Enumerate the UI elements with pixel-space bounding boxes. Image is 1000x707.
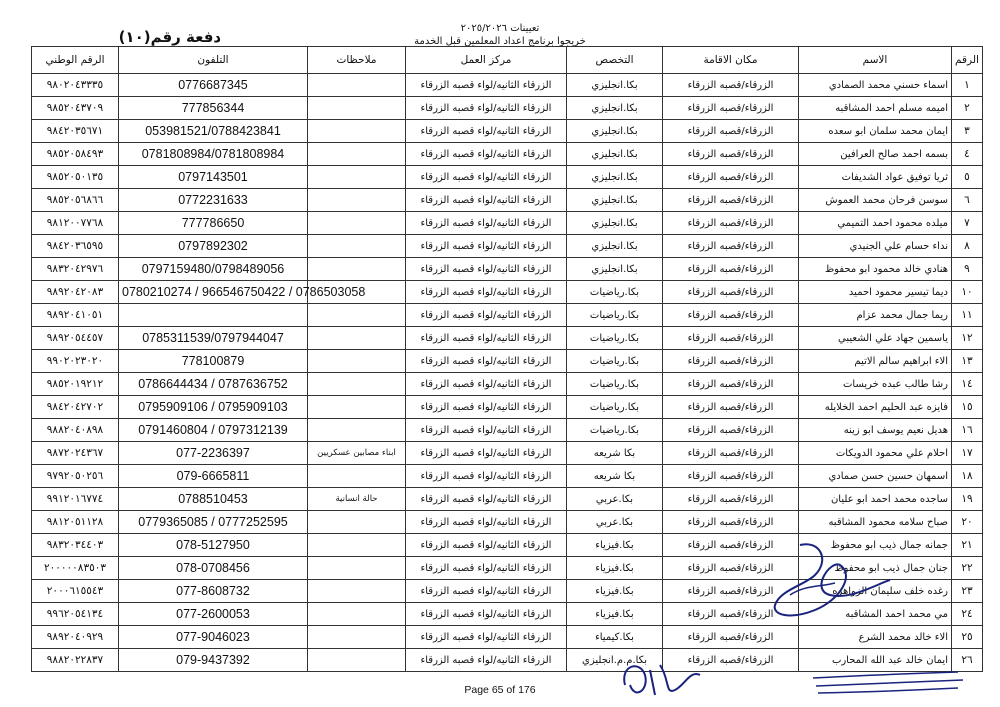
col-header-specialization: التخصص: [567, 47, 663, 74]
table-row: [32, 534, 983, 557]
row-number: ١٩: [952, 488, 983, 511]
row-national-id: ٩٨١٢٠٥١١٢٨: [32, 511, 119, 534]
table-header-row: [32, 47, 983, 74]
row-national-id: ٩٨٥٢٠٥٠١٣٥: [32, 166, 119, 189]
row-notes: [308, 373, 406, 396]
row-specialization: بكا.فيزياء: [567, 534, 663, 557]
row-phone: 0786644434 / 0787636752: [119, 373, 308, 396]
row-phone: 0797159480/0798489056: [119, 258, 308, 281]
table-row: [32, 212, 983, 235]
row-notes: [308, 304, 406, 327]
row-notes: [308, 143, 406, 166]
table-row: [32, 97, 983, 120]
row-phone: 078-5127950: [119, 534, 308, 557]
row-national-id: ٩٨٣٢٠٣٤٤٠٣: [32, 534, 119, 557]
row-work-center: الزرقاء الثانيه/لواء قصبه الزرقاء: [406, 350, 567, 373]
row-work-center: الزرقاء الثانيه/لواء قصبه الزرقاء: [406, 419, 567, 442]
row-national-id: ٩٨٥٢٠٤٣٧٠٩: [32, 97, 119, 120]
row-national-id: ٩٨٧٢٠٢٤٣٦٧: [32, 442, 119, 465]
row-notes: ابناء مصابين عسكريين: [308, 442, 406, 465]
row-work-center: الزرقاء الثانيه/لواء قصبه الزرقاء: [406, 235, 567, 258]
row-number: ١٤: [952, 373, 983, 396]
row-residence: الزرقاء/قصبه الزرقاء: [663, 603, 799, 626]
row-number: ٢٣: [952, 580, 983, 603]
row-number: ١٥: [952, 396, 983, 419]
row-notes: حالة انسانية: [308, 488, 406, 511]
row-name: اسماء حسني محمد الصمادي: [799, 74, 952, 97]
row-phone: 077-9046023: [119, 626, 308, 649]
row-phone: 077-2236397: [119, 442, 308, 465]
row-specialization: بكا.كيمياء: [567, 626, 663, 649]
row-work-center: الزرقاء الثانيه/لواء قصبه الزرقاء: [406, 626, 567, 649]
row-name: هنادي خالد محمود ابو محفوظ: [799, 258, 952, 281]
row-notes: [308, 649, 406, 672]
row-name: فايزه عبد الحليم احمد الخلايله: [799, 396, 952, 419]
table-row: [32, 281, 983, 304]
row-name: الاء خالد محمد الشرع: [799, 626, 952, 649]
row-work-center: الزرقاء الثانيه/لواء قصبه الزرقاء: [406, 74, 567, 97]
row-national-id: ٩٨٩٢٠٥٤٤٥٧: [32, 327, 119, 350]
row-national-id: ٩٨٩٢٠٤١٠٥١: [32, 304, 119, 327]
row-work-center: الزرقاء الثانيه/لواء قصبه الزرقاء: [406, 281, 567, 304]
row-notes: [308, 419, 406, 442]
row-name: جمانه جمال ذيب ابو محفوظ: [799, 534, 952, 557]
row-specialization: بكا.رياضيات: [567, 281, 663, 304]
row-work-center: الزرقاء الثانيه/لواء قصبه الزرقاء: [406, 511, 567, 534]
row-notes: [308, 258, 406, 281]
row-national-id: ٩٨٤٢٠٣٥٦٧١: [32, 120, 119, 143]
row-number: ١: [952, 74, 983, 97]
row-specialization: بكا.رياضيات: [567, 327, 663, 350]
row-residence: الزرقاء/قصبه الزرقاء: [663, 580, 799, 603]
row-work-center: الزرقاء الثانيه/لواء قصبه الزرقاء: [406, 396, 567, 419]
row-name: ميلده محمود احمد التميمي: [799, 212, 952, 235]
row-work-center: الزرقاء الثانيه/لواء قصبه الزرقاء: [406, 373, 567, 396]
row-phone: 053981521/0788423841: [119, 120, 308, 143]
row-name: الاء ابراهيم سالم الاتيم: [799, 350, 952, 373]
row-notes: [308, 120, 406, 143]
row-specialization: بكا.عربي: [567, 511, 663, 534]
row-specialization: بكا.رياضيات: [567, 396, 663, 419]
row-specialization: بكا.رياضيات: [567, 350, 663, 373]
row-national-id: ٩٨٨٢٠٢٢٨٣٧: [32, 649, 119, 672]
row-name: ايمان محمد سلمان ابو سعده: [799, 120, 952, 143]
row-number: ٢٤: [952, 603, 983, 626]
row-name: ديما تيسير محمود احميد: [799, 281, 952, 304]
row-national-id: ٩٨٤٢٠٤٢٧٠٢: [32, 396, 119, 419]
row-residence: الزرقاء/قصبه الزرقاء: [663, 74, 799, 97]
row-work-center: الزرقاء الثانيه/لواء قصبه الزرقاء: [406, 327, 567, 350]
row-residence: الزرقاء/قصبه الزرقاء: [663, 281, 799, 304]
row-specialization: بكا شريعه: [567, 442, 663, 465]
row-specialization: بكا.م.م.انجليزي: [567, 649, 663, 672]
table-row: [32, 327, 983, 350]
row-specialization: بكا.رياضيات: [567, 304, 663, 327]
row-specialization: بكا.فيزياء: [567, 557, 663, 580]
row-name: مي محمد احمد المشاقبه: [799, 603, 952, 626]
table-row: [32, 143, 983, 166]
row-notes: [308, 350, 406, 373]
row-specialization: بكا.انجليزي: [567, 120, 663, 143]
row-residence: الزرقاء/قصبه الزرقاء: [663, 373, 799, 396]
row-work-center: الزرقاء الثانيه/لواء قصبه الزرقاء: [406, 143, 567, 166]
row-national-id: ٩٩٦٢٠٥٤١٣٤: [32, 603, 119, 626]
row-number: ١٠: [952, 281, 983, 304]
row-phone: 078-0708456: [119, 557, 308, 580]
row-number: ٤: [952, 143, 983, 166]
row-notes: [308, 212, 406, 235]
row-number: ١٦: [952, 419, 983, 442]
row-notes: [308, 534, 406, 557]
row-residence: الزرقاء/قصبه الزرقاء: [663, 235, 799, 258]
row-work-center: الزرقاء الثانيه/لواء قصبه الزرقاء: [406, 166, 567, 189]
row-residence: الزرقاء/قصبه الزرقاء: [663, 350, 799, 373]
table-row: [32, 304, 983, 327]
row-national-id: ٢٠٠٠٠٠٨٣٥٠٣: [32, 557, 119, 580]
row-number: ٩: [952, 258, 983, 281]
row-specialization: بكا.انجليزي: [567, 166, 663, 189]
row-phone: 0772231633: [119, 189, 308, 212]
row-national-id: ٩٨٩٢٠٤٢٠٨٣: [32, 281, 119, 304]
table-row: [32, 419, 983, 442]
row-specialization: بكا.انجليزي: [567, 212, 663, 235]
row-notes: [308, 189, 406, 212]
row-notes: [308, 327, 406, 350]
table-row: [32, 465, 983, 488]
row-name: احلام علي محمود الدويكات: [799, 442, 952, 465]
row-residence: الزرقاء/قصبه الزرقاء: [663, 120, 799, 143]
row-phone: 079-6665811: [119, 465, 308, 488]
row-phone: 0785311539/0797944047: [119, 327, 308, 350]
row-residence: الزرقاء/قصبه الزرقاء: [663, 442, 799, 465]
row-phone: 777856344: [119, 97, 308, 120]
row-number: ٢٢: [952, 557, 983, 580]
row-name: ريما جمال محمد عزام: [799, 304, 952, 327]
table-row: [32, 511, 983, 534]
row-notes: [308, 465, 406, 488]
row-residence: الزرقاء/قصبه الزرقاء: [663, 97, 799, 120]
row-residence: الزرقاء/قصبه الزرقاء: [663, 557, 799, 580]
row-work-center: الزرقاء الثانيه/لواء قصبه الزرقاء: [406, 603, 567, 626]
row-residence: الزرقاء/قصبه الزرقاء: [663, 511, 799, 534]
row-specialization: بكا.رياضيات: [567, 373, 663, 396]
row-phone: 079-9437392: [119, 649, 308, 672]
row-residence: الزرقاء/قصبه الزرقاء: [663, 488, 799, 511]
table-row: [32, 166, 983, 189]
col-header-notes: ملاحظات: [308, 47, 406, 74]
row-phone: 0797892302: [119, 235, 308, 258]
row-notes: [308, 396, 406, 419]
row-work-center: الزرقاء الثانيه/لواء قصبه الزرقاء: [406, 97, 567, 120]
row-number: ٥: [952, 166, 983, 189]
row-number: ٢١: [952, 534, 983, 557]
table-row: [32, 396, 983, 419]
row-national-id: ٩٧٩٢٠٥٠٢٥٦: [32, 465, 119, 488]
row-work-center: الزرقاء الثانيه/لواء قصبه الزرقاء: [406, 120, 567, 143]
row-name: سوسن فرحان محمد العموش: [799, 189, 952, 212]
row-phone: 0776687345: [119, 74, 308, 97]
row-notes: [308, 557, 406, 580]
row-residence: الزرقاء/قصبه الزرقاء: [663, 189, 799, 212]
row-number: ٦: [952, 189, 983, 212]
row-name: ثريا توفيق عواد الشديفات: [799, 166, 952, 189]
table-row: [32, 373, 983, 396]
row-number: ٢٥: [952, 626, 983, 649]
row-residence: الزرقاء/قصبه الزرقاء: [663, 143, 799, 166]
table-row: [32, 649, 983, 672]
appointments-table: [31, 46, 983, 672]
row-phone: 778100879: [119, 350, 308, 373]
row-residence: الزرقاء/قصبه الزرقاء: [663, 166, 799, 189]
row-name: نداء حسام علي الجنيدي: [799, 235, 952, 258]
row-phone: 0780210274 / 966546750422 / 0786503058: [119, 281, 308, 304]
row-specialization: بكا.فيزياء: [567, 580, 663, 603]
row-name: رغده خلف سليمان الزواهره: [799, 580, 952, 603]
row-national-id: ٩٨٤٢٠٣٦٥٩٥: [32, 235, 119, 258]
page-number: Page 65 of 176: [464, 684, 536, 696]
row-national-id: ٢٠٠٠٦١٥٥٤٣: [32, 580, 119, 603]
row-specialization: بكا.فيزياء: [567, 603, 663, 626]
table-row: [32, 189, 983, 212]
table-row: [32, 626, 983, 649]
row-notes: [308, 97, 406, 120]
row-specialization: بكا.انجليزي: [567, 143, 663, 166]
row-phone: 0795909106 / 0795909103: [119, 396, 308, 419]
row-number: ١٢: [952, 327, 983, 350]
row-number: ١٣: [952, 350, 983, 373]
row-phone: 0779365085 / 0777252595: [119, 511, 308, 534]
row-name: ياسمين جهاد علي الشعيبي: [799, 327, 952, 350]
row-national-id: ٩٨٨٢٠٤٠٨٩٨: [32, 419, 119, 442]
row-name: اسمهان حسين حسن صمادي: [799, 465, 952, 488]
row-name: بسمه احمد صالح العرافين: [799, 143, 952, 166]
row-specialization: بكا.انجليزي: [567, 97, 663, 120]
row-work-center: الزرقاء الثانيه/لواء قصبه الزرقاء: [406, 442, 567, 465]
table-row: [32, 258, 983, 281]
col-header-national-id: الرقم الوطني: [32, 47, 119, 74]
row-notes: [308, 511, 406, 534]
row-work-center: الزرقاء الثانيه/لواء قصبه الزرقاء: [406, 534, 567, 557]
row-number: ٢٠: [952, 511, 983, 534]
row-number: ٨: [952, 235, 983, 258]
row-national-id: ٩٨٥٢٠٥٦٨٦٦: [32, 189, 119, 212]
row-residence: الزرقاء/قصبه الزرقاء: [663, 534, 799, 557]
row-specialization: بكا.انجليزي: [567, 235, 663, 258]
row-notes: [308, 166, 406, 189]
row-residence: الزرقاء/قصبه الزرقاء: [663, 327, 799, 350]
row-name: ايمان خالد عبد الله المحارب: [799, 649, 952, 672]
row-work-center: الزرقاء الثانيه/لواء قصبه الزرقاء: [406, 189, 567, 212]
row-name: جنان جمال ذيب ابو محفوظ: [799, 557, 952, 580]
table-row: [32, 120, 983, 143]
table-row: [32, 350, 983, 373]
row-national-id: ٩٨٥٢٠١٩٢١٢: [32, 373, 119, 396]
row-residence: الزرقاء/قصبه الزرقاء: [663, 419, 799, 442]
row-residence: الزرقاء/قصبه الزرقاء: [663, 626, 799, 649]
row-name: رشا طالب عبده خريسات: [799, 373, 952, 396]
table-row: [32, 580, 983, 603]
document-title: تعيينات ٢٠٢٥/٢٠٢٦: [460, 23, 540, 34]
row-residence: الزرقاء/قصبه الزرقاء: [663, 649, 799, 672]
table-row: [32, 442, 983, 465]
row-work-center: الزرقاء الثانيه/لواء قصبه الزرقاء: [406, 258, 567, 281]
row-national-id: ٩٨٩٢٠٤٠٩٢٩: [32, 626, 119, 649]
row-name: ساجده محمد احمد ابو عليان: [799, 488, 952, 511]
row-phone: 077-8608732: [119, 580, 308, 603]
row-specialization: بكا.انجليزي: [567, 189, 663, 212]
row-notes: [308, 580, 406, 603]
row-national-id: ٩٨٠٢٠٤٣٣٣٥: [32, 74, 119, 97]
row-residence: الزرقاء/قصبه الزرقاء: [663, 304, 799, 327]
row-number: ٧: [952, 212, 983, 235]
row-residence: الزرقاء/قصبه الزرقاء: [663, 396, 799, 419]
col-header-num: الرقم: [952, 47, 983, 74]
row-number: ٣: [952, 120, 983, 143]
row-specialization: بكا.انجليزي: [567, 74, 663, 97]
table-row: [32, 603, 983, 626]
row-national-id: ٩٨٥٢٠٥٨٤٩٣: [32, 143, 119, 166]
row-specialization: بكا.انجليزي: [567, 258, 663, 281]
row-phone: 0781808984/0781808984: [119, 143, 308, 166]
row-notes: [308, 626, 406, 649]
row-specialization: بكا.رياضيات: [567, 419, 663, 442]
row-number: ٢: [952, 97, 983, 120]
row-phone: [119, 304, 308, 327]
row-number: ١٨: [952, 465, 983, 488]
col-header-residence: مكان الاقامة: [663, 47, 799, 74]
table-row: [32, 488, 983, 511]
table-row: [32, 235, 983, 258]
batch-label: دفعة رقم(١٠): [118, 28, 222, 46]
row-national-id: ٩٨١٢٠٠٧٧٦٨: [32, 212, 119, 235]
row-national-id: ٩٨٣٢٠٤٢٩٧٦: [32, 258, 119, 281]
col-header-work-center: مركز العمل: [406, 47, 567, 74]
row-residence: الزرقاء/قصبه الزرقاء: [663, 465, 799, 488]
row-work-center: الزرقاء الثانيه/لواء قصبه الزرقاء: [406, 212, 567, 235]
table-row: [32, 557, 983, 580]
row-work-center: الزرقاء الثانيه/لواء قصبه الزرقاء: [406, 304, 567, 327]
row-specialization: بكا.عربي: [567, 488, 663, 511]
row-work-center: الزرقاء الثانيه/لواء قصبه الزرقاء: [406, 557, 567, 580]
row-national-id: ٩٩٠٢٠٢٣٠٢٠: [32, 350, 119, 373]
row-name: هديل نعيم يوسف ابو زينه: [799, 419, 952, 442]
row-phone: 0788510453: [119, 488, 308, 511]
row-name: اميمه مسلم احمد المشاقبه: [799, 97, 952, 120]
document-subtitle: خريجوا برنامج اعداد المعلمين قبل الخدمة: [414, 36, 586, 47]
row-national-id: ٩٩١٢٠١٦٧٧٤: [32, 488, 119, 511]
row-number: ١١: [952, 304, 983, 327]
row-work-center: الزرقاء الثانيه/لواء قصبه الزرقاء: [406, 580, 567, 603]
row-work-center: الزرقاء الثانيه/لواء قصبه الزرقاء: [406, 488, 567, 511]
row-phone: 077-2600053: [119, 603, 308, 626]
row-phone: 0791460804 / 0797312139: [119, 419, 308, 442]
row-work-center: الزرقاء الثانيه/لواء قصبه الزرقاء: [406, 465, 567, 488]
row-work-center: الزرقاء الثانيه/لواء قصبه الزرقاء: [406, 649, 567, 672]
row-number: ١٧: [952, 442, 983, 465]
row-residence: الزرقاء/قصبه الزرقاء: [663, 258, 799, 281]
col-header-phone: التلفون: [119, 47, 308, 74]
row-phone: 0797143501: [119, 166, 308, 189]
row-phone: 777786650: [119, 212, 308, 235]
row-notes: [308, 74, 406, 97]
row-notes: [308, 603, 406, 626]
row-residence: الزرقاء/قصبه الزرقاء: [663, 212, 799, 235]
table-row: [32, 74, 983, 97]
row-notes: [308, 235, 406, 258]
col-header-name: الاسم: [799, 47, 952, 74]
row-specialization: بكا شريعه: [567, 465, 663, 488]
row-name: صباح سلامه محمود المشاقبه: [799, 511, 952, 534]
row-number: ٢٦: [952, 649, 983, 672]
